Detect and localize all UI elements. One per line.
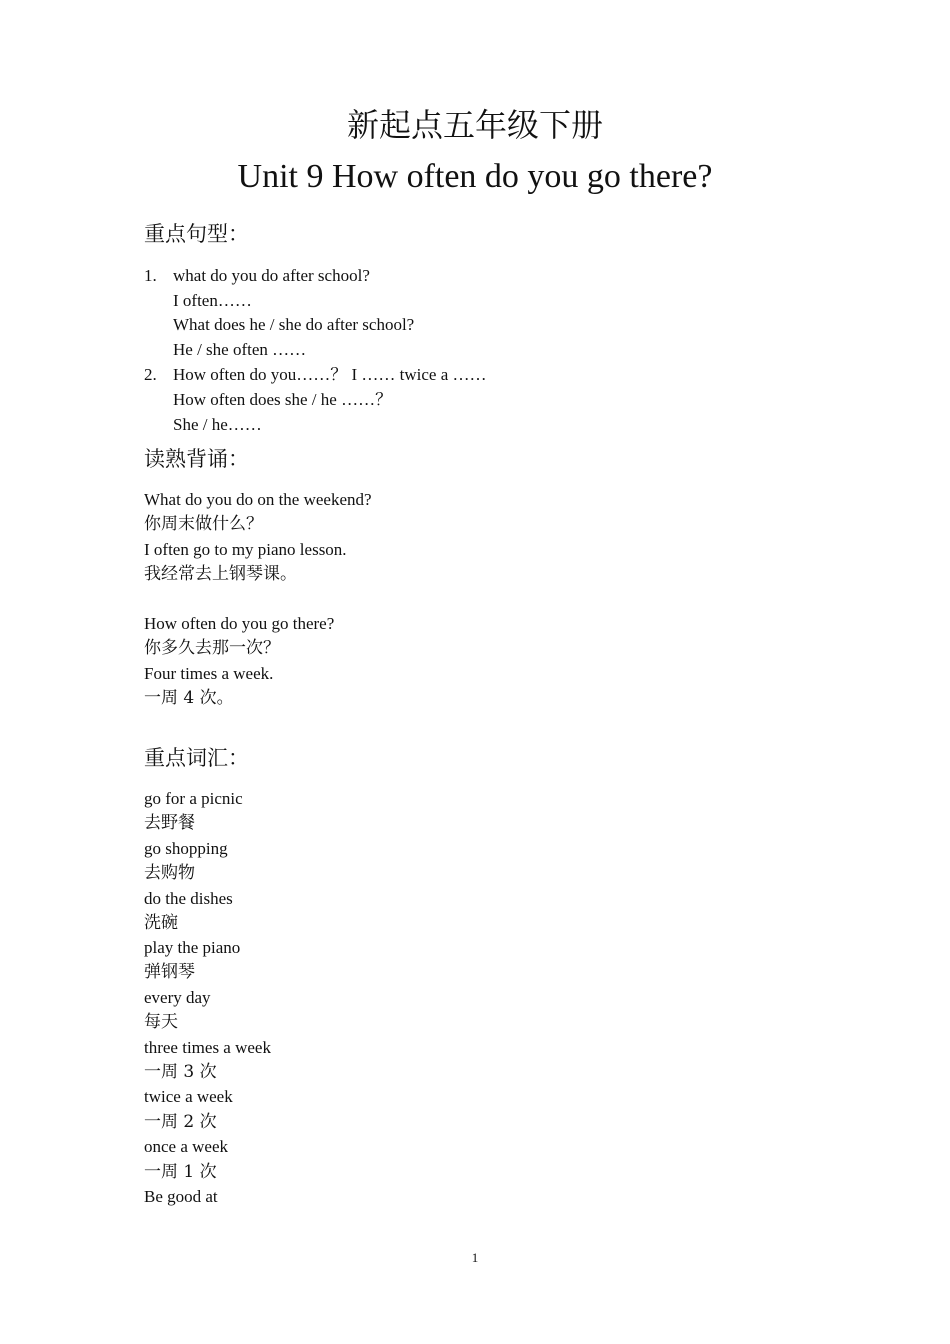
vocab-chinese: 一周 1 次: [144, 1162, 217, 1182]
section-heading-recite: 读熟背诵：: [144, 447, 249, 471]
vocab-english: Be good at: [144, 1187, 218, 1206]
vocab-english: do the dishes: [144, 889, 233, 908]
recite-line-english: What do you do on the weekend?: [144, 490, 372, 509]
recite-line-chinese: 你多久去那一次？: [144, 638, 280, 658]
recite-line-chinese: 我经常去上钢琴课。: [144, 564, 297, 584]
vocab-english: play the piano: [144, 938, 241, 957]
vocab-chinese: 去野餐: [144, 813, 195, 833]
vocab-english: go for a picnic: [144, 789, 243, 808]
list-number: 1.: [144, 266, 157, 285]
vocab-english: every day: [144, 988, 211, 1007]
section-heading-sentence-patterns: 重点句型：: [144, 222, 249, 246]
page-title-english: Unit 9 How often do you go there?: [237, 158, 713, 195]
recite-line-chinese: 你周末做什么？: [144, 514, 263, 534]
section-heading-vocabulary: 重点词汇：: [144, 746, 249, 770]
list-item-line: How often do you……？ I …… twice a ……: [173, 365, 487, 384]
recite-line-english: I often go to my piano lesson.: [144, 540, 347, 559]
vocab-chinese: 去购物: [144, 863, 195, 883]
vocab-english: once a week: [144, 1137, 229, 1156]
list-item-line: How often does she / he ……？: [173, 390, 393, 409]
vocab-english: go shopping: [144, 839, 228, 858]
list-item-line: what do you do after school?: [173, 266, 370, 285]
recite-line-chinese: 一周 4 次。: [144, 688, 234, 708]
vocab-chinese: 一周 3 次: [144, 1062, 217, 1082]
recite-line-english: How often do you go there?: [144, 614, 335, 633]
list-item-line: She / he……: [173, 415, 262, 434]
recite-line-english: Four times a week.: [144, 664, 274, 683]
list-number: 2.: [144, 365, 157, 384]
page-number: 1: [471, 1250, 479, 1265]
list-item-line: What does he / she do after school?: [173, 315, 415, 334]
vocab-chinese: 一周 2 次: [144, 1112, 217, 1132]
list-item-line: He / she often ……: [173, 340, 307, 359]
vocab-chinese: 每天: [144, 1012, 178, 1032]
vocab-english: three times a week: [144, 1038, 271, 1057]
vocab-english: twice a week: [144, 1087, 233, 1106]
vocab-chinese: 弹钢琴: [144, 962, 195, 982]
vocab-chinese: 洗碗: [144, 913, 178, 933]
page-title-chinese: 新起点五年级下册: [346, 106, 603, 144]
list-item-line: I often……: [173, 291, 252, 310]
